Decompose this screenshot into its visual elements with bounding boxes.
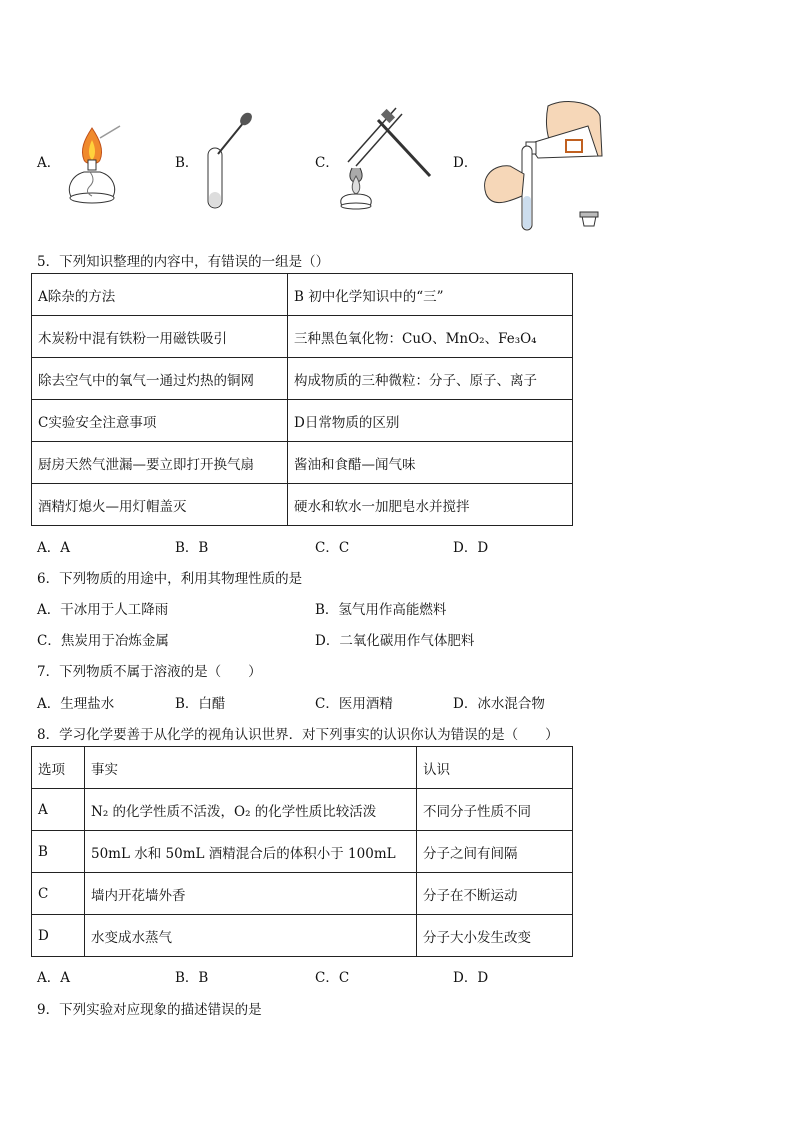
table-cell: 不同分子性质不同 (417, 789, 573, 831)
alcohol-lamp-icon (62, 120, 122, 208)
table-cell: 三种黑色氧化物：CuO、MnO₂、Fe₃O₄ (288, 316, 573, 358)
q5-choice-c[interactable]: C．C (315, 540, 350, 556)
table-cell: 50mL 水和 50mL 酒精混合后的体积小于 100mL (85, 831, 417, 873)
table-cell: C实验安全注意事项 (32, 400, 288, 442)
q6-choice-b[interactable]: B．氢气用作高能燃料 (315, 602, 447, 618)
table-cell: 墙内开花墙外香 (85, 873, 417, 915)
q7-choice-a[interactable]: A．生理盐水 (37, 696, 115, 712)
q6-choice-c[interactable]: C．焦炭用于冶炼金属 (37, 633, 169, 649)
q5-choice-a[interactable]: A．A (37, 540, 70, 556)
table-cell: 分子之间有间隔 (417, 831, 573, 873)
table-cell: 分子在不断运动 (417, 873, 573, 915)
test-tube-dropper-icon (200, 108, 260, 216)
table-cell: C (32, 873, 85, 915)
table-row (32, 274, 573, 316)
table-cell: B 初中化学知识中的“三” (288, 274, 573, 316)
q9-stem: 9．下列实验对应现象的描述错误的是 (37, 1002, 262, 1018)
table-header: 事实 (85, 747, 417, 789)
table-cell: 酒精灯熄火—用灯帽盖灭 (32, 484, 288, 526)
table-cell: 除去空气中的氧气一通过灼热的铜网 (32, 358, 288, 400)
q6-choice-a[interactable]: A．干冰用于人工降雨 (37, 602, 169, 618)
q5-choice-d[interactable]: D．D (453, 540, 489, 556)
table-cell: 构成物质的三种微粒：分子、原子、离子 (288, 358, 573, 400)
q8-choice-d[interactable]: D．D (453, 970, 489, 986)
q5-stem: 5．下列知识整理的内容中，有错误的一组是（） (37, 254, 330, 270)
table-cell: D日常物质的区别 (288, 400, 573, 442)
table-cell: 厨房天然气泄漏—要立即打开换气扇 (32, 442, 288, 484)
table-cell: A除杂的方法 (32, 274, 288, 316)
q5-choice-b[interactable]: B．B (175, 540, 209, 556)
q8-table (31, 746, 573, 957)
heating-test-tube-icon (338, 102, 434, 212)
table-cell: 硬水和软水一加肥皂水并搅拌 (288, 484, 573, 526)
table-row (32, 442, 573, 484)
table-cell: 水变成水蒸气 (85, 915, 417, 957)
pouring-liquid-icon (478, 96, 608, 234)
q6-choice-d[interactable]: D．二氧化碳用作气体肥料 (315, 633, 475, 649)
table-row (32, 358, 573, 400)
q8-choice-c[interactable]: C．C (315, 970, 350, 986)
table-cell: 分子大小发生改变 (417, 915, 573, 957)
table-cell: B (32, 831, 85, 873)
table-header: 选项 (32, 747, 85, 789)
q4-option-c-label: C． (315, 155, 339, 171)
q5-table (31, 273, 573, 526)
table-cell: D (32, 915, 85, 957)
q7-choice-c[interactable]: C．医用酒精 (315, 696, 393, 712)
table-row (32, 400, 573, 442)
table-cell: 酱油和食醋—闻气味 (288, 442, 573, 484)
q7-choice-b[interactable]: B．白醋 (175, 696, 226, 712)
q6-stem: 6．下列物质的用途中，利用其物理性质的是 (37, 571, 303, 587)
q4-option-d-label: D． (453, 155, 478, 171)
q8-choice-a[interactable]: A．A (37, 970, 70, 986)
q8-choice-b[interactable]: B．B (175, 970, 209, 986)
q4-option-b-label: B． (175, 155, 199, 171)
table-row (32, 316, 573, 358)
table-cell: A (32, 789, 85, 831)
table-row (32, 789, 573, 831)
table-header: 认识 (417, 747, 573, 789)
table-cell: N₂ 的化学性质不活泼，O₂ 的化学性质比较活泼 (85, 789, 417, 831)
q7-choice-d[interactable]: D．冰水混合物 (453, 696, 545, 712)
table-row (32, 831, 573, 873)
table-row (32, 873, 573, 915)
table-cell: 木炭粉中混有铁粉一用磁铁吸引 (32, 316, 288, 358)
table-row (32, 484, 573, 526)
table-header-row (32, 747, 573, 789)
q7-stem: 7．下列物质不属于溶液的是（ ） (37, 664, 262, 680)
q8-stem: 8．学习化学要善于从化学的视角认识世界．对下列事实的认识你认为错误的是（ ） (37, 727, 559, 743)
table-row (32, 915, 573, 957)
q4-option-a-label: A． (37, 155, 61, 171)
